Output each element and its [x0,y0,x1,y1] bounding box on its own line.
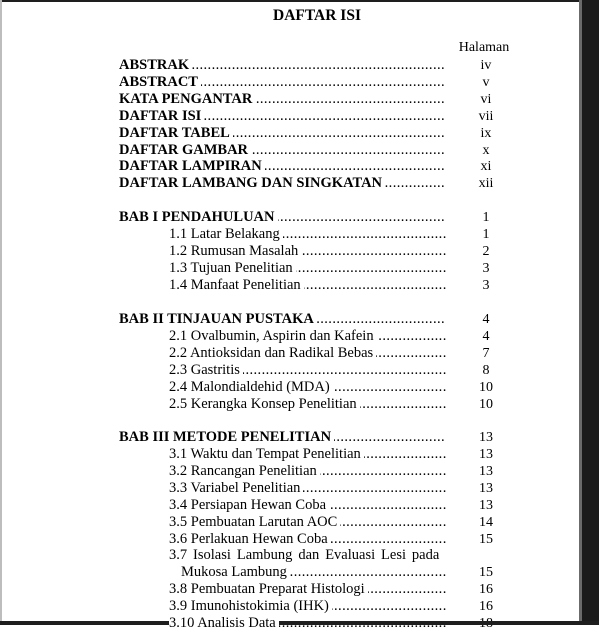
toc-subsection-entry-page-number: 3 [482,277,490,293]
toc-entry-front-matter [119,74,446,91]
toc-subsection-entry [169,243,446,260]
toc-subsection-entry-page-number: 2 [482,243,490,259]
toc-subsection-entry-label: 1.4 Manfaat Penelitian [169,277,304,294]
toc-subsection-entry-page-number: 7 [482,345,490,361]
toc-subsection-entry-label: 2.1 Ovalbumin, Aspirin dan Kafein [169,328,377,345]
toc-entry-front-matter [119,158,446,175]
toc-subsection-entry-label: 2.3 Gastritis [169,362,243,379]
toc-subsection-entry [169,531,446,548]
toc-subsection-entry [169,379,446,396]
page-title: DAFTAR ISI [273,7,361,24]
toc-subsection-entry [169,598,446,615]
toc-entry-front-matter-label: ABSTRAK [119,57,192,74]
toc-subsection-entry-page-number: 13 [479,497,493,513]
toc-subsection-entry-page-number: 4 [482,329,490,344]
toc-subsection-entry-label: 3.3 Variabel Penelitian [169,480,303,497]
toc-entry-front-matter-label: DAFTAR LAMBANG DAN SINGKATAN [119,175,385,192]
toc-subsection-entry-label: 3.10 Analisis Data [169,615,279,632]
toc-entry-front-matter-label: DAFTAR TABEL [119,125,233,142]
window-top-border [0,0,599,2]
toc-chapter-heading-page-number: 1 [482,210,490,225]
toc-subsection-entry-wrapped-first-line: 3.7 Isolasi Lambung dan Evaluasi Lesi pada [169,547,440,563]
toc-entry-front-matter [119,125,446,142]
toc-subsection-entry-label: 3.9 Imunohistokimia (IHK) [169,598,332,615]
toc-subsection-entry-page-number: 8 [482,362,490,378]
toc-entry-front-matter [119,91,446,108]
toc-subsection-entry-page-number: 16 [479,598,493,614]
toc-subsection-entry [169,581,446,598]
toc-subsection-entry [169,396,446,413]
toc-subsection-entry [169,514,446,531]
toc-subsection-entry [169,362,446,379]
toc-entry-front-matter [119,175,446,192]
toc-entry-front-matter-label: ABSTRACT [119,74,201,91]
toc-subsection-entry-label: 2.4 Malondialdehid (MDA) [169,379,333,396]
toc-subsection-entry-page-number: 14 [479,514,493,530]
toc-subsection-entry-page-number: 16 [479,582,493,597]
toc-subsection-entry-label: 2.5 Kerangka Konsep Penelitian [169,396,360,413]
toc-subsection-entry [169,497,446,514]
toc-entry-front-matter [119,57,446,74]
toc-subsection-entry [169,328,446,345]
toc-subsection-entry-page-number: 10 [479,396,493,412]
toc-chapter-heading [119,429,446,446]
toc-entry-front-matter-page-number: vi [480,91,492,107]
window-bottom-border [0,621,599,625]
toc-entry-front-matter-page-number: x [482,142,490,158]
toc-subsection-entry-wrapped-second-line-page-number: 15 [479,565,493,580]
toc-entry-front-matter-page-number: ix [480,125,492,141]
toc-chapter-heading-page-number: 4 [482,312,490,327]
toc-entry-front-matter [119,142,446,159]
toc-subsection-entry [169,226,446,243]
toc-entry-front-matter-page-number: v [482,74,490,90]
window-right-edge [579,0,599,625]
toc-chapter-heading [119,209,446,226]
toc-subsection-entry [169,260,446,277]
toc-subsection-entry-page-number: 1 [482,227,490,242]
toc-chapter-heading-label: BAB II TINJAUAN PUSTAKA [119,311,317,328]
toc-entry-front-matter-label: DAFTAR GAMBAR [119,142,251,159]
toc-subsection-entry-label: 2.2 Antioksidan dan Radikal Bebas [169,345,376,362]
toc-chapter-heading [119,311,446,328]
page-column-header: Halaman [458,40,510,55]
toc-subsection-entry-label: 3.8 Pembuatan Preparat Histologi [169,581,368,598]
toc-entry-front-matter-page-number: iv [480,58,492,73]
toc-chapter-heading-label: BAB I PENDAHULUAN [119,209,278,226]
toc-subsection-entry-wrapped-second-line-label: Mukosa Lambung [181,564,290,581]
toc-subsection-entry [169,277,446,294]
toc-subsection-entry [169,345,446,362]
toc-subsection-entry-label: 3.2 Rancangan Penelitian [169,463,320,480]
toc-subsection-entry-label: 3.4 Persiapan Hewan Coba [169,497,329,514]
toc-subsection-entry-page-number: 15 [479,531,493,547]
toc-chapter-heading-page-number: 13 [479,430,493,445]
toc-subsection-entry-label: 3.5 Pembuatan Larutan AOC [169,514,340,531]
toc-entry-front-matter-label: DAFTAR ISI [119,108,204,125]
toc-entry-front-matter-label: DAFTAR LAMPIRAN [119,158,265,175]
toc-subsection-entry-label: 1.3 Tujuan Penelitian [169,260,296,277]
toc-subsection-entry [169,446,446,463]
toc-entry-front-matter-page-number: vii [478,108,494,124]
toc-entry-front-matter-label: KATA PENGANTAR [119,91,255,108]
toc-subsection-entry-label: 1.2 Rumusan Masalah [169,243,301,260]
toc-subsection-entry-label: 3.6 Perlakuan Hewan Coba [169,531,331,548]
toc-subsection-entry-page-number: 13 [479,463,493,479]
toc-subsection-entry-page-number: 13 [479,480,493,496]
toc-subsection-entry [169,463,446,480]
window-left-border [0,0,2,625]
toc-subsection-entry [169,480,446,497]
toc-entry-front-matter [119,108,446,125]
toc-entry-front-matter-page-number: xi [480,159,492,175]
toc-subsection-entry-page-number: 10 [479,379,493,395]
toc-subsection-entry-label: 1.1 Latar Belakang [169,226,283,243]
toc-subsection-entry-page-number: 3 [482,260,490,276]
toc-subsection-entry-label: 3.1 Waktu dan Tempat Penelitian [169,446,364,463]
toc-entry-front-matter-page-number: xii [478,176,494,192]
toc-subsection-entry-wrapped-second-line [181,564,446,581]
toc-chapter-heading-label: BAB III METODE PENELITIAN [119,429,334,446]
toc-subsection-entry-page-number: 13 [479,447,493,462]
